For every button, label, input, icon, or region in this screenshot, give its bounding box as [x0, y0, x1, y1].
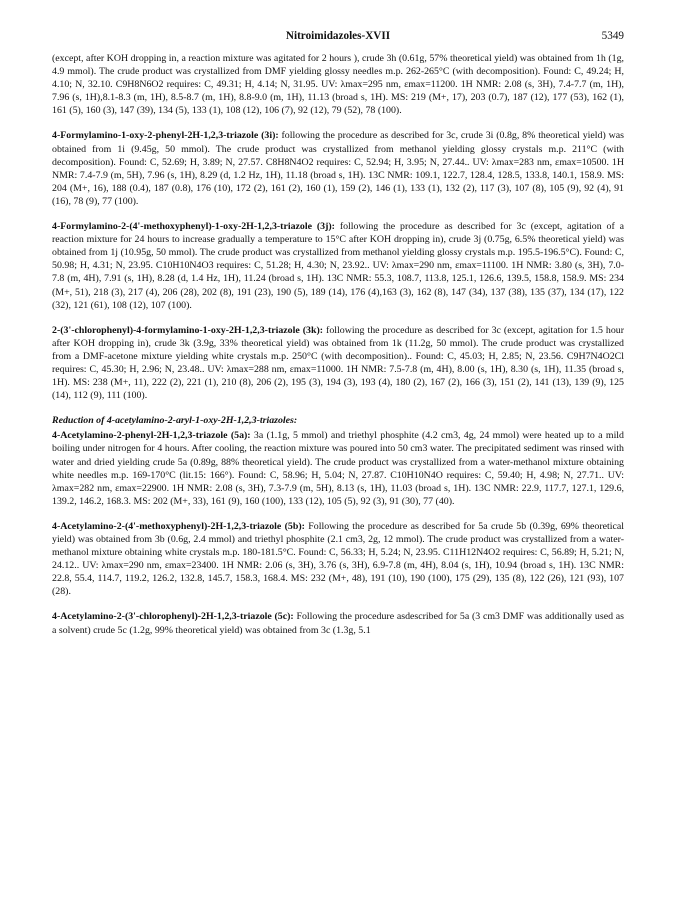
paragraph-5c — [52, 610, 624, 636]
paragraph-3k — [52, 324, 624, 403]
compound-heading: 4-Acetylamino-2-(4'-methoxyphenyl)-2H-1,2,3-triazole (5b): — [52, 520, 305, 532]
section-subheading: Reduction of 4-acetylamino-2-aryl-1-oxy-2H-1,2,3-triazoles: — [52, 415, 298, 427]
compound-heading: 4-Formylamino-2-(4'-methoxyphenyl)-1-oxy-2H-1,2,3-triazole (3j): — [52, 221, 335, 233]
compound-heading: 4-Acetylamino-2-(3'-chlorophenyl)-2H-1,2,3-triazole (5c): — [52, 611, 294, 623]
compound-heading: 2-(3'-chlorophenyl)-4-formylamino-1-oxy-2H-1,2,3-triazole (3k): — [52, 324, 324, 336]
compound-heading: 4-Formylamino-1-oxy-2-phenyl-2H-1,2,3-triazole (3i): — [52, 130, 279, 142]
paragraph-text: (except, after KOH dropping in, a reaction mixture was agitated for 2 hours ), crude 3h (0.61g, 57% theoretical yield) was obtained from 1h (1g, 4.9 mmol). The crude product was crystallized from DMF yielding glossy needles m.p. 262-265°C (with decomposition). Found: C, 49.24; H, 4.10; N, 32.10. C9H8N6O2 requires: C, 49.31; H, 4.14; N, 31.95. UV: λmax=295 nm, εmax=11200. 1H NMR: 2.08 (s, 3H), 7.4-7.7 (m, 1H), 7.96 (s, 1H),8.1-8.3 (m, 1H), 8.5-8.7 (m, 1H), 8.8-9.0 (m, 1H), 11.13 (broad s, 1H). MS: 219 (M+, 17), 203 (0.7), 187 (12), 177 (53), 162 (1), 161 (5), 160 (3), 147 (39), 134 (5), 133 (1), 108 (12), 106 (7), 92 (12), 79 (52), 78 (100). — [52, 53, 624, 117]
paragraph-5a — [52, 429, 624, 508]
paragraph-5b — [52, 520, 624, 599]
paragraph-3j — [52, 220, 624, 312]
compound-heading: 4-Acetylamino-2-phenyl-2H-1,2,3-triazole (5a): — [52, 430, 251, 442]
running-header — [52, 30, 624, 52]
running-title: Nitroimidazoles-XVII — [285, 30, 391, 42]
paragraph-3h — [52, 52, 624, 117]
paragraph-3i — [52, 129, 624, 208]
paragraph-text: following the procedure as described for 3c, crude 3i (0.8g, 8% theoretical yield) was obtained from 1i (9.45g, 50 mmol). The crude product was crystallized from methanol yielding glossy crystals m.p. 211°C (with decomposition). Found: C, 52.69; H, 3.89; N, 27.57. C8H8N4O2 requires: C, 52.94; H, 3.95; N, 27.44.. UV: λmax=283 nm, εmax=10500. 1H NMR: 7.4-7.9 (m, 5H), 7.96 (s, 1H), 8.29 (d, 1.2 Hz, 1H), 11.18 (broad s, 1H). 13C NMR: 109.1, 122.7, 128.4, 128.5, 133.8, 140.1, 158.9. MS: 204 (M+, 16), 188 (0.4), 187 (0.8), 176 (10), 172 (2), 161 (2), 160 (1), 159 (2), 146 (1), 133 (1), 132 (2), 117 (3), 107 (8), 105 (9), 92 (4), 91 (16), 78 (9), 77 (100). — [52, 130, 624, 207]
paragraph-text: following the procedure as described for 3c (except, agitation for 1.5 hour after KOH dropping in), crude 3k (3.9g, 33% theoretical yield) was obtained from 1k (11.2g, 50 mmol). The crude product was crystallized from a DMF-acetone mixture yielding white crystals m.p. 250°C (with decomposition).. Found: C, 45.03; H, 2.85; N, 23.56. C9H7N4O2Cl requires: C, 45.30; H, 2.96; N, 23.48.. UV: λmax=288 nm, εmax=11000. 1H NMR: 7.5-7.8 (m, 4H), 8.00 (s, 1H), 8.30 (s, 1H), 11.35 (broad s, 1H). MS: 238 (M+, 11), 222 (2), 221 (1), 210 (8), 206 (2), 195 (3), 194 (3), 193 (4), 180 (2), 167 (2), 166 (3), 151 (2), 141 (13), 139 (9), 125 (14), 112 (9), 111 (100). — [52, 324, 624, 402]
paragraph-text: Following the procedure as described for 5a crude 5b (0.39g, 69% theoretical yield) was obtained from 3b (0.6g, 2.4 mmol) and triethyl phosphite (2.1 cm3, 2g, 12 mmol). The crude product was crystallized from a water-methanol mixture obtaining white crystals m.p. 180-181.5°C. Found: C, 56.33; H, 5.24; N, 23.95. C11H12N4O2 requires: C, 56.89; H, 5.21; N, 24.12.. UV: λmax=290 nm, εmax=23400. 1H NMR: 2.06 (s, 3H), 3.76 (s, 3H), 6.9-7.8 (m, 4H), 8.04 (s, 1H), 10.94 (broad s, 1H). 13C NMR: 22.8, 55.4, 114.7, 119.2, 126.2, 132.8, 145.7, 158.3, 168.4. MS: 232 (M+, 48), 191 (10), 190 (100), 175 (29), 135 (8), 122 (26), 121 (93), 107 (28). — [52, 520, 625, 598]
paragraph-text: Following the procedure asdescribed for 5a (3 cm3 DMF was additionally used as a solvent) crude 5c (1.2g, 99% theoretical yield) was obtained from 3c (1.3g, 5.1 — [52, 611, 624, 636]
paragraph-text: following the procedure as described for 3c (except, agitation of a reaction mixture for 24 hours to increase gradually a temperature to 15°C after KOH dropping in), crude 3j (0.75g, 6.5% theoretical yield) was obtained from 1j (10.95g, 50 mmol). The crude product was crystallized from methanol yielding glossy crystals m.p. 195.5-196.5°C). Found: C, 50.98; H, 4.31; N, 23.95. C10H10N4O3 requires: C, 51.28; H, 4.30; N, 23.92.. UV: λmax=290 nm, εmax=11100. 1H NMR: 3.80 (s, 3H), 7.0-7.8 (m, 4H), 7.91 (s, 1H), 8.28 (d, 1.4 Hz, 1H), 11.24 (broad s, 1H). 13C NMR: 55.3, 108.7, 113.8, 125.1, 126.6, 139.5, 158.8, 158.9. MS: 234 (M+, 51), 218 (3), 217 (4), 206 (28), 202 (8), 191 (23), 190 (5), 189 (14), 176 (4),163 (3), 162 (8), 147 (34), 137 (38), 135 (37), 134 (17), 122 (32), 121 (61), 108 (12), 107 (100). — [52, 221, 625, 311]
journal-page — [52, 30, 624, 649]
paragraph-text: 3a (1.1g, 5 mmol) and triethyl phosphite (4.2 cm3, 4g, 24 mmol) were heated up to a mild boiling under nitrogen for 4 hours. After cooling, the reaction mixture was poured into 50 cm3 water. The precipitated sediment was rinsed with water and dried yielding crude 5a (0.89g, 88% theoretical yield). The crude product was crystallized from a water-methanol mixture obtaining white needles m.p. 169-170°C (lit.15: 166°). Found: C, 58.96; H, 5.04; N, 27.87. C10H10N4O requires: C, 59.40; H, 4.98; N, 27.71.. UV: λmax=282 nm, εmax=22900. 1H NMR: 2.08 (s, 3H), 7.3-7.9 (m, 5H), 8.13 (s, 1H), 11.03 (broad s, 1H). 13C NMR: 22.9, 117.7, 127.1, 129.6, 139.2, 146.2, 168.3. MS: 202 (M+, 33), 161 (9), 160 (100), 133 (12), 105 (5), 92 (3), 91 (30), 77 (40). — [52, 430, 624, 507]
page-number: 5349 — [601, 30, 624, 42]
